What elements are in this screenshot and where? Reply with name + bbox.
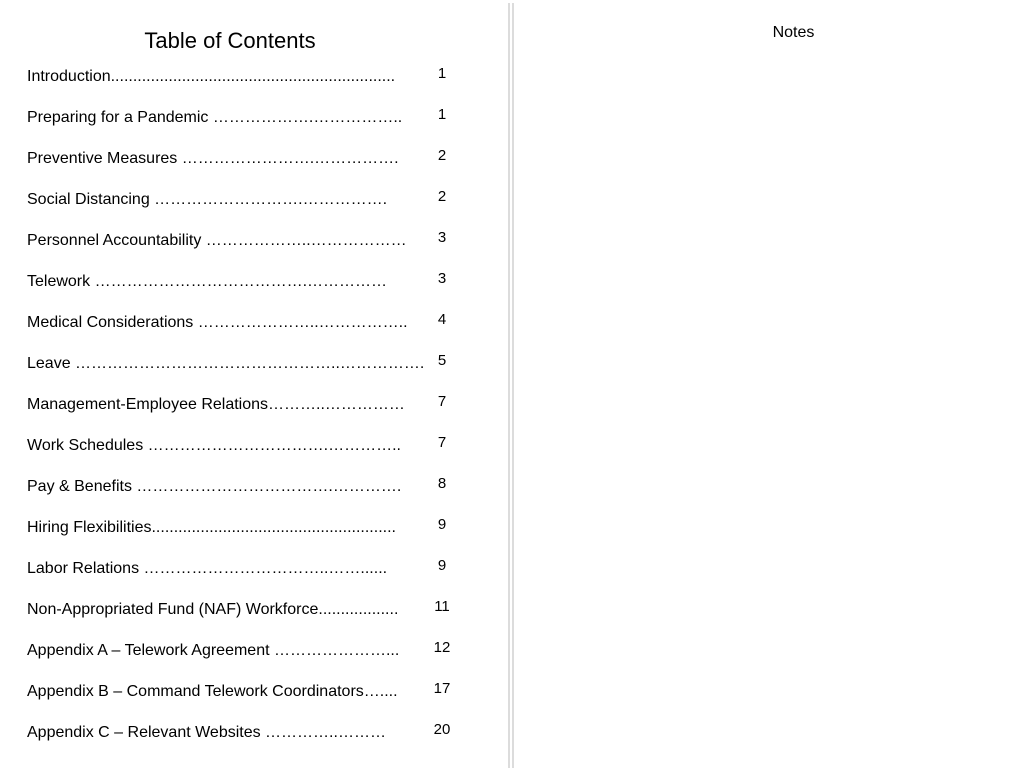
toc-entry-social-distancing[interactable] [27, 189, 467, 230]
page-divider [508, 3, 514, 768]
notes-pane [516, 0, 1024, 768]
toc-entry-label: Management-Employee Relations………..…………… [27, 396, 405, 413]
toc-entry-page-number: 20 [433, 721, 451, 738]
toc-entry-page-number: 3 [437, 270, 447, 287]
toc-entry-page-number: 8 [437, 475, 447, 492]
toc-entry-page-number: 12 [433, 639, 451, 656]
toc-entry-label: Telework ………………………………….…………… [27, 273, 388, 290]
toc-entry-page-number: 2 [437, 147, 447, 164]
toc-entry-preventive-measures[interactable] [27, 148, 467, 189]
toc-entry-page-number: 11 [434, 598, 450, 615]
toc-entry-label: Work Schedules …………………………….………….. [27, 437, 401, 454]
toc-entry-page-number: 9 [437, 516, 447, 533]
toc-entry-label: Introduction................................................................ [27, 68, 396, 85]
toc-entry-page-number: 17 [433, 680, 451, 697]
toc-entry-appendix-c[interactable] [27, 722, 467, 763]
toc-entry-label: Preventive Measures …………………….……………. [27, 150, 399, 167]
toc-entry-page-number: 9 [437, 557, 447, 574]
toc-entry-management-employee-relations[interactable] [27, 394, 467, 435]
toc-entry-appendix-b[interactable] [27, 681, 467, 722]
toc-entry-personnel-accountability[interactable] [27, 230, 467, 271]
toc-entry-page-number: 5 [437, 352, 447, 369]
toc-entry-naf-workforce[interactable] [27, 599, 467, 640]
toc-entry-page-number: 1 [437, 65, 447, 82]
toc-entry-label: Appendix A – Telework Agreement …………………... [27, 642, 400, 659]
toc-entry-telework[interactable] [27, 271, 467, 312]
toc-entry-appendix-a[interactable] [27, 640, 467, 681]
toc-entry-label: Hiring Flexibilities....................................................... [27, 519, 396, 536]
toc-entry-work-schedules[interactable] [27, 435, 467, 476]
table-of-contents-pane [0, 0, 507, 768]
toc-entry-page-number: 4 [437, 311, 447, 328]
toc-entry-label: Preparing for a Pandemic ……………….…………….. [27, 109, 403, 126]
toc-entry-hiring-flexibilities[interactable] [27, 517, 467, 558]
toc-entry-medical-considerations[interactable] [27, 312, 467, 353]
toc-entry-pay-and-benefits[interactable] [27, 476, 467, 517]
toc-entry-label: Pay & Benefits ……………………………….…………. [27, 478, 402, 495]
toc-entry-page-number: 7 [437, 434, 447, 451]
toc-entry-preparing-for-pandemic[interactable] [27, 107, 467, 148]
toc-entry-label: Leave …………………………………………..……………. [27, 355, 425, 372]
toc-entry-label: Appendix B – Command Telework Coordinators….... [27, 683, 398, 700]
toc-entry-page-number: 2 [437, 188, 447, 205]
toc-list [27, 66, 467, 763]
toc-entry-label: Appendix C – Relevant Websites …………..……… [27, 724, 386, 741]
toc-entry-labor-relations[interactable] [27, 558, 467, 599]
toc-title: Table of Contents [144, 28, 316, 53]
toc-entry-label: Medical Considerations …………………..…………….. [27, 314, 408, 331]
toc-entry-label: Labor Relations ……………………………..……...... [27, 560, 388, 577]
toc-entry-label: Social Distancing ……………………….……………. [27, 191, 388, 208]
toc-entry-label: Non-Appropriated Fund (NAF) Workforce.................. [27, 601, 399, 618]
toc-entry-label: Personnel Accountability ………………..……………… [27, 232, 407, 249]
toc-entry-leave[interactable] [27, 353, 467, 394]
toc-entry-page-number: 7 [437, 393, 447, 410]
notes-title: Notes [772, 24, 815, 41]
toc-entry-page-number: 3 [437, 229, 447, 246]
toc-entry-introduction[interactable] [27, 66, 467, 107]
toc-entry-page-number: 1 [437, 106, 447, 123]
